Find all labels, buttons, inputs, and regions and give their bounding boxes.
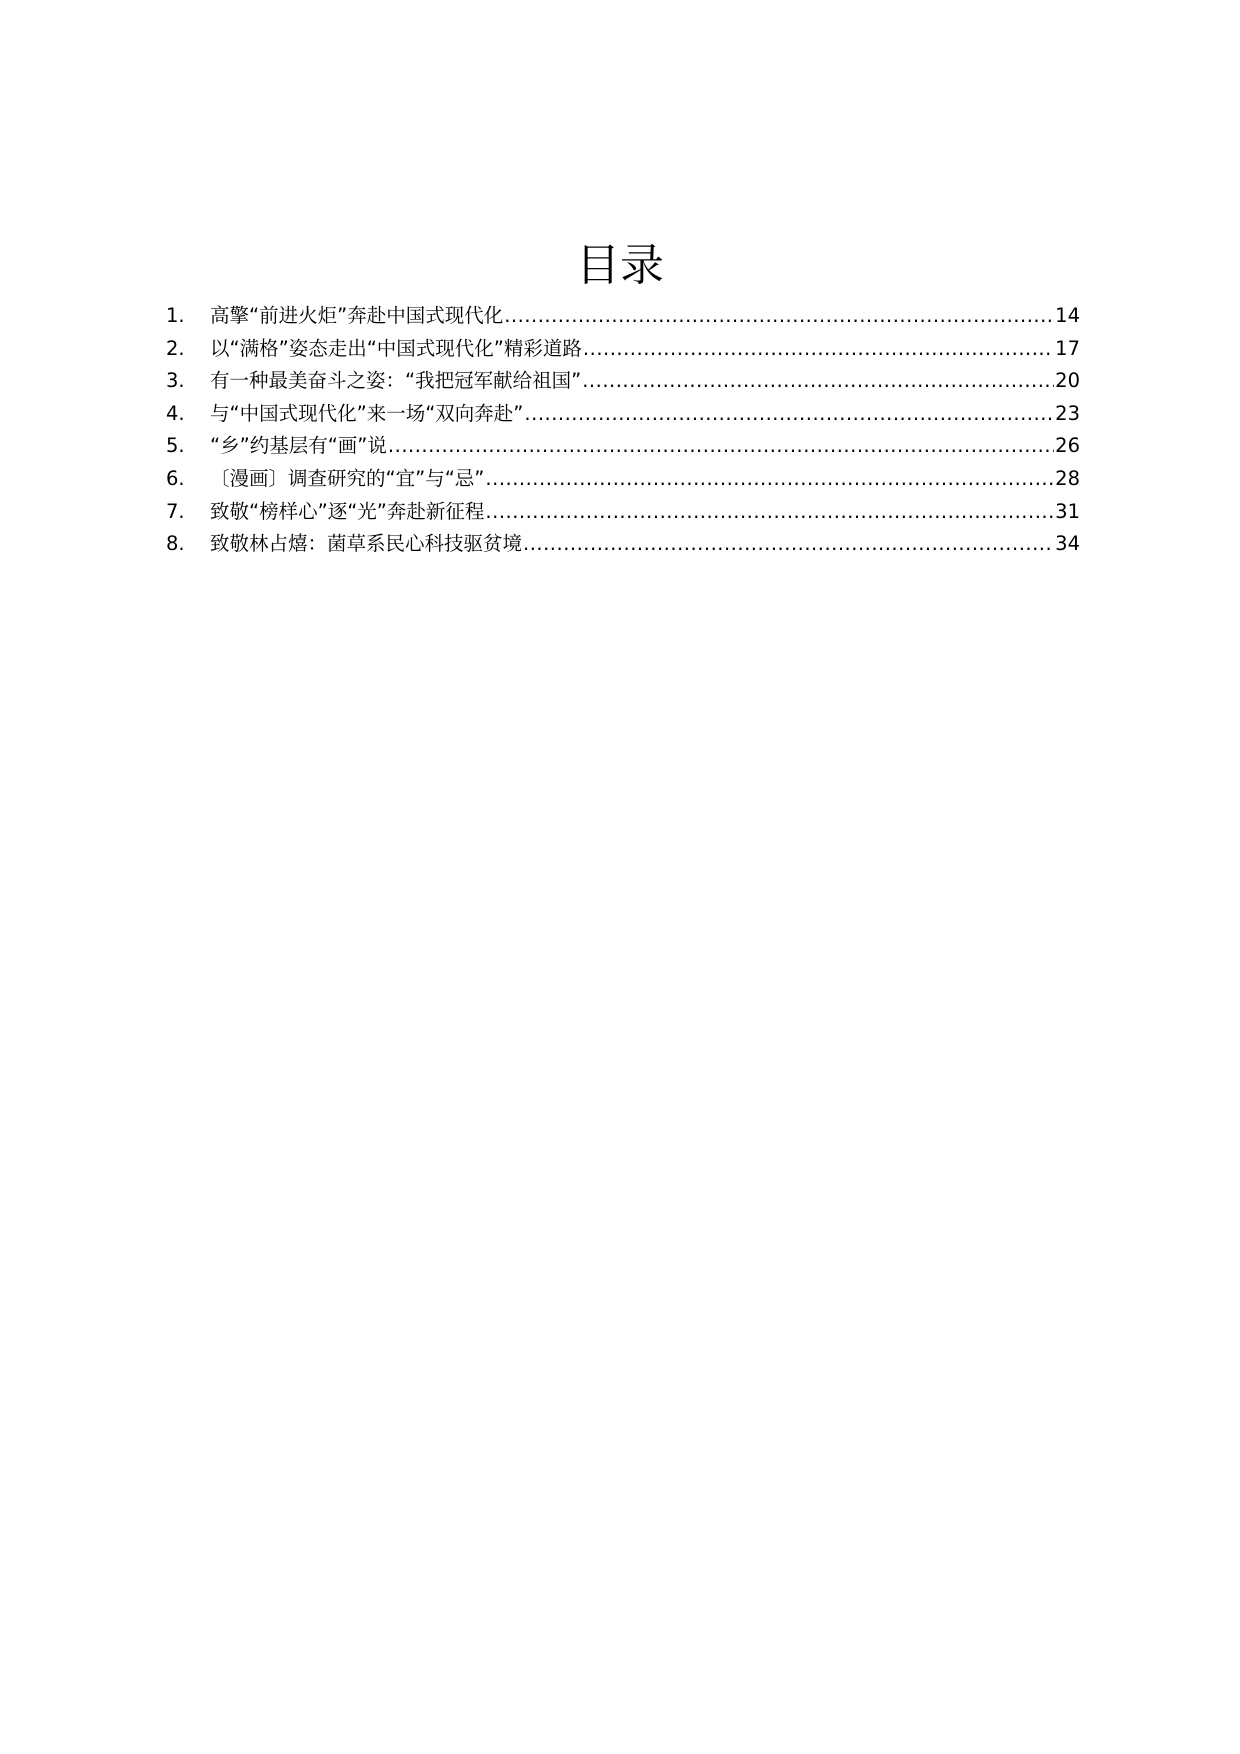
toc-entry-number: 7. — [166, 499, 185, 523]
toc-entry-page-number: 26 — [1055, 434, 1080, 458]
toc-entry-page-number: 31 — [1055, 499, 1080, 523]
toc-entry[interactable] — [166, 333, 1080, 366]
toc-entry-number: 2. — [166, 336, 185, 360]
toc-entry-number: 1. — [166, 304, 185, 327]
toc-entry-title: 〔漫画〕调查研究的“宜”与“忌” — [210, 466, 485, 490]
toc-entry-page-number: 20 — [1055, 369, 1080, 393]
toc-entry-number: 3. — [166, 369, 185, 393]
toc-entry-page-number: 17 — [1055, 336, 1080, 360]
toc-entry-page-number: 28 — [1055, 466, 1080, 490]
toc-entry-page-number: 14 — [1055, 304, 1080, 327]
toc-entry-leader — [524, 398, 1054, 431]
toc-entry-title: “乡”约基层有“画”说 — [210, 434, 387, 458]
toc-entry-number: 4. — [166, 401, 185, 425]
toc-entry-leader — [485, 463, 1054, 496]
toc-entry[interactable] — [166, 496, 1080, 529]
toc-entry-leader — [583, 333, 1054, 366]
page-title: 目录 — [576, 240, 664, 291]
toc-entry[interactable] — [166, 300, 1080, 333]
toc-entry[interactable] — [166, 398, 1080, 431]
toc-entry-leader — [582, 365, 1054, 398]
toc-entry-title: 以“满格”姿态走出“中国式现代化”精彩道路 — [210, 336, 582, 360]
toc-entry-leader — [485, 496, 1054, 529]
toc-entry[interactable] — [166, 528, 1080, 561]
toc-entry[interactable] — [166, 463, 1080, 496]
toc-entry-title: 致敬“榜样心”逐“光”奔赴新征程 — [210, 499, 485, 523]
toc-entry-title: 有一种最美奋斗之姿：“我把冠军献给祖国” — [210, 369, 582, 393]
toc-entry-number: 8. — [166, 532, 185, 556]
toc-entry-leader — [504, 300, 1054, 333]
toc-entry-title: 与“中国式现代化”来一场“双向奔赴” — [210, 401, 524, 425]
toc-entry-title: 致敬林占熺：菌草系民心科技驱贫境 — [210, 532, 523, 556]
toc-entry-leader — [388, 430, 1054, 463]
toc-entry-page-number: 34 — [1055, 532, 1080, 556]
toc-entry-number: 6. — [166, 466, 185, 490]
toc-entry-number: 5. — [166, 434, 185, 458]
toc-entry[interactable] — [166, 365, 1080, 398]
toc-entry-leader — [523, 528, 1054, 561]
table-of-contents — [166, 300, 1080, 561]
toc-entry-title: 高擎“前进火炬”奔赴中国式现代化 — [210, 304, 504, 327]
toc-entry[interactable] — [166, 430, 1080, 463]
toc-entry-page-number: 23 — [1055, 401, 1080, 425]
